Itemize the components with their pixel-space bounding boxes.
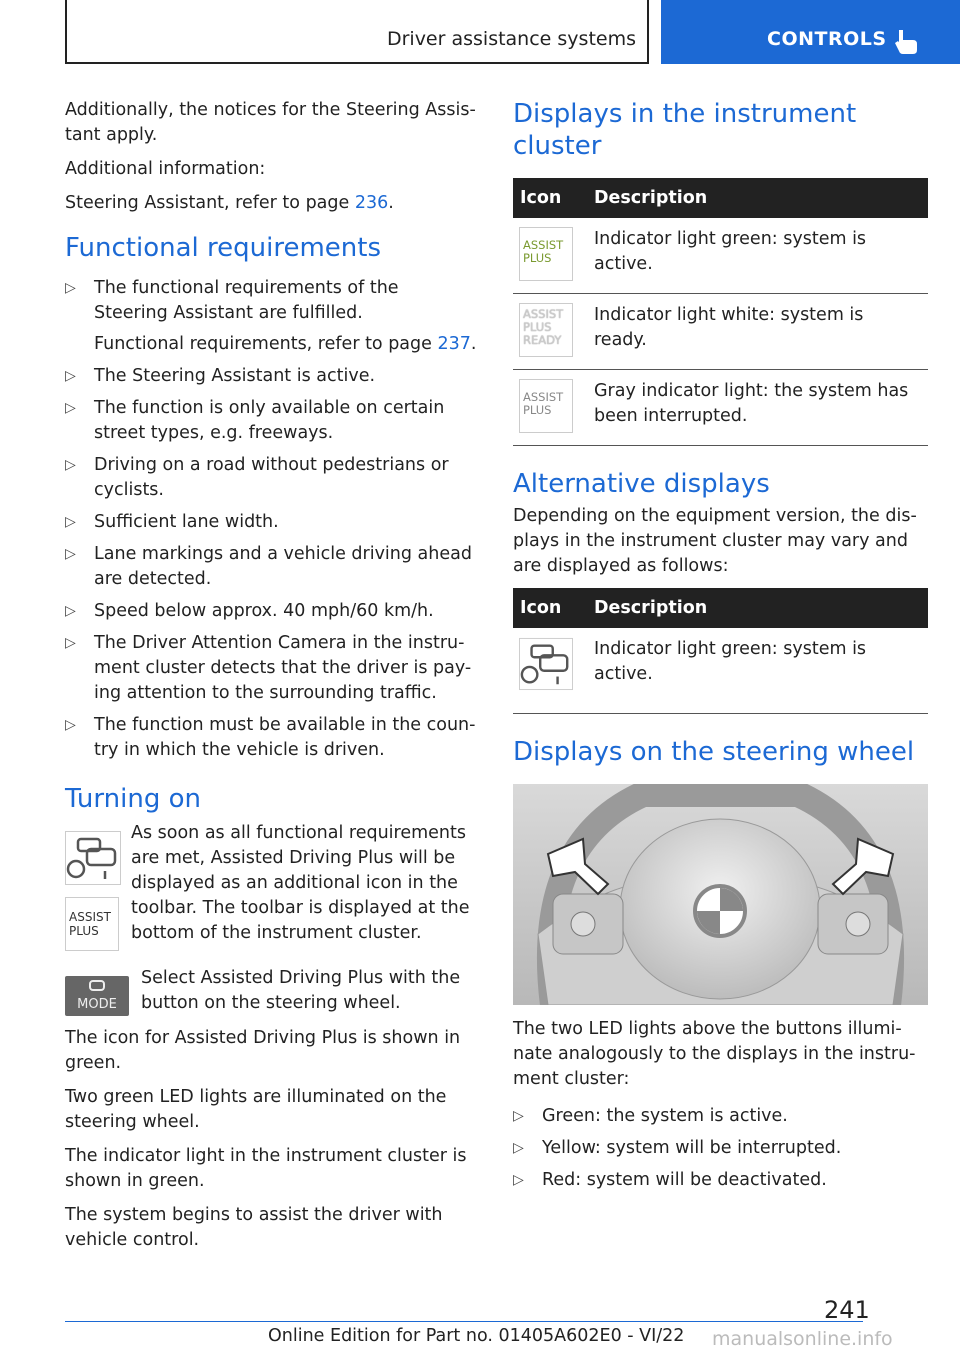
intro-paragraph-3	[65, 191, 477, 216]
list-item: ▷ Yellow: system will be interrupted.	[513, 1136, 928, 1161]
turning-on-paragraph-2: Select Assisted Driving Plus with the button on the steering wheel.	[141, 968, 461, 1013]
controls-tab-label: CONTROLS	[767, 28, 887, 50]
list-item: ▷ The Driver Attention Camera in the instru-ment cluster detects that the driver is pay-ing attention to the surrounding traffic.	[65, 633, 472, 703]
list-item: ▷ Green: the system is active.	[513, 1104, 928, 1129]
mode-row	[65, 966, 477, 1026]
alternative-display-table	[513, 588, 928, 714]
list-item: ▷ The function is only available on certain street types, e.g. freeways.	[65, 398, 445, 443]
table-row: ASSIST PLUS READY Indicator light white: system is ready.	[513, 294, 928, 370]
col-icon-header: Icon	[513, 178, 587, 218]
col-description-header: Description	[587, 178, 928, 218]
list-item: ▷ Speed below approx. 40 mph/60 km/h.	[65, 599, 477, 624]
displays-instrument-heading: Displays in the instrument cluster	[513, 99, 857, 161]
assist-plus-gray-icon: ASSIST PLUS	[519, 379, 573, 433]
arrow-bullet-icon: ▷	[65, 546, 76, 562]
page-link-236[interactable]: 236	[354, 193, 389, 213]
table-header-row	[513, 178, 928, 218]
intro-ref-end: .	[388, 193, 394, 213]
arrow-bullet-icon: ▷	[513, 1140, 524, 1156]
arrow-bullet-icon: ▷	[513, 1108, 524, 1124]
watermark: manualsonline.info	[712, 1328, 893, 1350]
table-row: ASSIST PLUS Indicator light green: system is active.	[513, 218, 928, 294]
arrow-bullet-icon: ▷	[513, 1172, 524, 1188]
func-sub-ref: Functional requirements, refer to page 237.	[94, 334, 477, 354]
list-item: ▷ The functional requirements of the Steering Assistant are fulfilled. Functional requirements, refer to page 237.	[65, 276, 477, 357]
footer-rule	[65, 1321, 863, 1322]
assisted-driving-green-icon	[519, 637, 573, 691]
turning-on-paragraph-3: The icon for Assisted Driving Plus is shown in green.	[65, 1028, 461, 1073]
functional-requirements-heading: Functional requirements	[65, 233, 381, 263]
list-item: ▷ The Steering Assistant is active.	[65, 364, 477, 389]
left-column	[65, 98, 477, 1262]
table-row: Indicator light green: system is active.	[513, 628, 928, 714]
list-item: ▷ Lane markings and a vehicle driving ahead are detected.	[65, 544, 472, 589]
turning-on-paragraph-6: The system begins to assist the driver with vehicle control.	[65, 1205, 443, 1250]
turning-on-heading: Turning on	[65, 784, 201, 814]
list-item: ▷ Sufficient lane width.	[65, 510, 477, 535]
turning-on-paragraph-1: As soon as all functional requirements are met, Assisted Driving Plus will be displayed as an additional icon in the toolbar. The toolbar is displayed at the bottom of the instrument cluster.	[131, 823, 470, 943]
arrow-bullet-icon: ▷	[65, 603, 76, 619]
assisted-driving-icon	[65, 831, 121, 885]
assist-plus-ready-icon: ASSIST PLUS READY	[519, 303, 573, 357]
intro-paragraph-2: Additional information:	[65, 159, 266, 179]
table-header-row	[513, 588, 928, 628]
arrow-bullet-icon: ▷	[65, 635, 76, 651]
steering-wheel-illustration	[513, 784, 928, 1005]
arrow-bullet-icon: ▷	[65, 368, 76, 384]
section-title: Driver assistance systems	[386, 28, 636, 50]
led-status-list	[513, 1104, 928, 1193]
intro-ref-text: Steering Assistant, refer to page	[65, 193, 355, 213]
turning-on-paragraph-4: Two green LED lights are illuminated on the steering wheel.	[65, 1087, 447, 1132]
turning-on-block	[65, 821, 477, 956]
steering-wheel-text: The two LED lights above the buttons illumi-nate analogously to the displays in the instru-ment cluster:	[513, 1019, 916, 1089]
alternative-displays-text: Depending on the equipment version, the dis-plays in the instrument cluster may vary and are displayed as follows:	[513, 506, 917, 576]
arrow-bullet-icon: ▷	[65, 717, 76, 733]
table-row: ASSIST PLUS Gray indicator light: the system has been interrupted.	[513, 370, 928, 446]
page-link-237[interactable]: 237	[437, 334, 471, 354]
list-item: ▷ The function must be available in the coun-try in which the vehicle is driven.	[65, 715, 476, 760]
turning-on-paragraph-5: The indicator light in the instrument cluster is shown in green.	[65, 1146, 467, 1191]
steering-wheel-heading: Displays on the steering wheel	[513, 737, 915, 767]
pointing-hand-icon	[893, 28, 919, 56]
arrow-bullet-icon: ▷	[65, 280, 76, 296]
mode-button-icon: MODE	[65, 976, 129, 1016]
assist-plus-green-icon: ASSIST PLUS	[519, 227, 573, 281]
footer-edition-text: Online Edition for Part no. 01405A602E0 - VI/22	[268, 1326, 685, 1346]
list-item: ▷ Red: system will be deactivated.	[513, 1168, 928, 1193]
page-number: 241	[824, 1296, 870, 1324]
arrow-bullet-icon: ▷	[65, 457, 76, 473]
alternative-displays-heading: Alternative displays	[513, 469, 770, 499]
assist-plus-icon: ASSIST PLUS	[65, 897, 119, 951]
functional-requirements-list	[65, 276, 477, 763]
list-item: ▷ Driving on a road without pedestrians or cyclists.	[65, 455, 449, 500]
col-description-header: Description	[587, 588, 928, 628]
right-column	[513, 98, 928, 1200]
instrument-display-table	[513, 178, 928, 446]
col-icon-header: Icon	[513, 588, 587, 628]
arrow-bullet-icon: ▷	[65, 400, 76, 416]
intro-paragraph-1: Additionally, the notices for the Steering Assis-tant apply.	[65, 100, 476, 145]
arrow-bullet-icon: ▷	[65, 514, 76, 530]
